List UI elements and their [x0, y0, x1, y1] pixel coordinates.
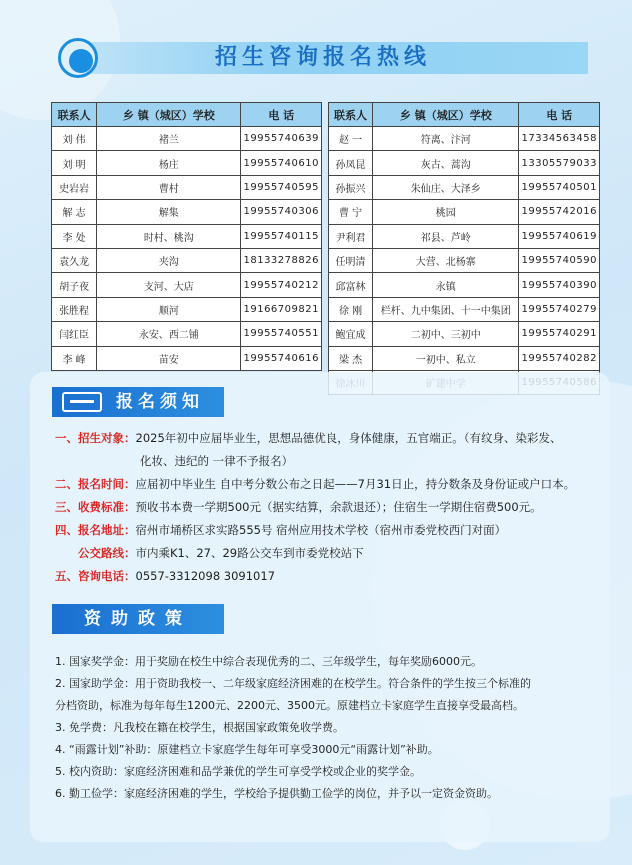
notice-label: 一、招生对象：	[55, 431, 136, 445]
school-cell: 时村、桃沟	[97, 224, 241, 248]
school-cell: 栏杆、九中集团、十一中集团	[373, 297, 519, 321]
school-cell: 苗安	[97, 346, 241, 370]
phone-cell: 19955740619	[519, 224, 600, 248]
phone-cell: 19955740291	[519, 322, 600, 346]
notice-heading-text: 报名须知	[116, 392, 204, 412]
phone-cell: 19955740551	[241, 322, 322, 346]
phone-cell: 19955740501	[519, 175, 600, 199]
school-cell: 朱仙庄、大泽乡	[373, 175, 519, 199]
notice-label: 五、咨询电话：	[55, 569, 136, 583]
contact-cell: 胡子夜	[52, 273, 97, 297]
table-row	[52, 346, 322, 370]
contact-cell: 张胜程	[52, 297, 97, 321]
school-cell: 顺河	[97, 297, 241, 321]
table-row	[329, 322, 600, 346]
phone-cell: 19955740306	[241, 200, 322, 224]
school-cell: 曹村	[97, 175, 241, 199]
phone-cell: 19955740639	[241, 127, 322, 151]
contact-cell: 孙凤昆	[329, 151, 373, 175]
policy-heading: 资助政策	[52, 604, 224, 634]
table-row	[329, 346, 600, 370]
table-row	[52, 322, 322, 346]
notice-label: 公交路线：	[78, 546, 136, 560]
contact-cell: 刘 明	[52, 151, 97, 175]
school-cell: 永安、西二铺	[97, 322, 241, 346]
phone-cell: 19955740212	[241, 273, 322, 297]
table-row	[329, 151, 600, 175]
contact-cell: 闫红臣	[52, 322, 97, 346]
contact-cell: 尹利君	[329, 224, 373, 248]
phone-cell: 13305579033	[519, 151, 600, 175]
table-row	[52, 248, 322, 272]
school-cell: 永镇	[373, 273, 519, 297]
phone-cell: 19955740616	[241, 346, 322, 370]
policy-item: 4. “雨露计划”补助：原建档立卡家庭学生每年可享受3000元“雨露计划”补助。	[55, 743, 439, 756]
contact-cell: 刘 伟	[52, 127, 97, 151]
notice-text: 应届初中毕业生 自中考分数公布之日起——7月31日止，持分数条及身份证或户口本。	[135, 477, 576, 491]
notice-text: 2025年初中应届毕业生，思想品德优良，身体健康，五官端正。（有纹身、染彩发、	[135, 431, 562, 445]
school-cell: 夹沟	[97, 248, 241, 272]
contact-cell: 梁 杰	[329, 346, 373, 370]
col-header-school: 乡 镇（城区）学校	[373, 103, 519, 127]
col-header-school: 乡 镇（城区）学校	[97, 103, 241, 127]
notice-item-target-cont	[140, 451, 293, 471]
notice-text: 预收书本费一学期500元（据实结算，余款退还）；住宿生一学期住宿费500元。	[135, 500, 542, 514]
notice-text: 化妆、违纪的 一律不予报名）	[140, 454, 294, 468]
header	[58, 38, 588, 78]
notice-item-phone	[55, 566, 275, 586]
contact-cell: 曹 宁	[329, 200, 373, 224]
school-cell: 灰古、蒿沟	[373, 151, 519, 175]
notice-text: 0557-3312098 3091017	[135, 569, 276, 583]
school-cell: 支河、大店	[97, 273, 241, 297]
school-cell: 祁县、芦岭	[373, 224, 519, 248]
page-title: 招生咨询报名热线	[214, 45, 431, 70]
school-cell: 一初中、私立	[373, 346, 519, 370]
policy-item: 1. 国家奖学金：用于奖励在校生中综合表现优秀的二、三年级学生，每年奖励6000元。	[55, 655, 482, 668]
col-header-contact: 联系人	[52, 103, 97, 127]
phone-cell: 19955740610	[241, 151, 322, 175]
notice-item-time	[55, 474, 575, 494]
policy-item: 6. 勤工俭学：家庭经济困难的学生，学校给予提供勤工俭学的岗位，并予以一定资金资助。	[55, 787, 498, 800]
contact-cell: 鲍宜成	[329, 322, 373, 346]
contact-cell: 赵 一	[329, 127, 373, 151]
notice-label: 三、收费标准：	[55, 500, 136, 514]
table-row	[52, 151, 322, 175]
table-row	[52, 273, 322, 297]
school-cell: 二初中、三初中	[373, 322, 519, 346]
phone-cell: 18133278826	[241, 248, 322, 272]
table-row	[329, 127, 600, 151]
policy-item: 3. 免学费：凡我校在籍在校学生，根据国家政策免收学费。	[55, 721, 344, 734]
policy-item: 分档资助，标准为每年每生1200元、2200元、3500元。原建档立卡家庭学生直接享受最高档。	[55, 699, 524, 712]
pointing-hand-icon	[62, 392, 102, 412]
phone-cell: 19166709821	[241, 297, 322, 321]
notice-text: 市内乘K1、27、29路公交车到市委党校站下	[135, 546, 364, 560]
contact-cell: 解 志	[52, 200, 97, 224]
school-cell: 大营、北杨寨	[373, 248, 519, 272]
notice-label: 四、报名地址：	[55, 523, 136, 537]
contact-table-left	[51, 102, 322, 371]
col-header-contact: 联系人	[329, 103, 373, 127]
table-row	[52, 297, 322, 321]
notice-item-bus	[78, 543, 364, 563]
col-header-phone: 电 话	[241, 103, 322, 127]
phone-cell: 19955740282	[519, 346, 600, 370]
contact-cell: 袁久龙	[52, 248, 97, 272]
table-row	[329, 200, 600, 224]
contact-cell: 任明清	[329, 248, 373, 272]
policy-item: 5. 校内资助：家庭经济困难和品学兼优的学生可享受学校或企业的奖学金。	[55, 765, 421, 778]
phone-cell: 19955742016	[519, 200, 600, 224]
school-cell: 杨庄	[97, 151, 241, 175]
notice-item-fee	[55, 497, 542, 517]
notice-text: 宿州市埇桥区求实路555号 宿州应用技术学校（宿州市委党校西门对面）	[135, 523, 507, 537]
table-row	[52, 175, 322, 199]
notice-heading	[52, 387, 224, 417]
phone-cell: 19955740590	[519, 248, 600, 272]
phone-cell: 17334563458	[519, 127, 600, 151]
phone-cell: 19955740115	[241, 224, 322, 248]
table-row	[329, 248, 600, 272]
table-row	[52, 224, 322, 248]
school-cell: 符离、汴河	[373, 127, 519, 151]
col-header-phone: 电 话	[519, 103, 600, 127]
table-row	[52, 127, 322, 151]
policy-item: 2. 国家助学金：用于资助我校一、二年级家庭经济困难的在校学生。符合条件的学生按三个标准的	[55, 677, 531, 690]
contact-table-right	[328, 102, 600, 395]
contact-cell: 史岩岩	[52, 175, 97, 199]
phone-cell: 19955740279	[519, 297, 600, 321]
notice-item-address	[55, 520, 506, 540]
contact-cell: 孙振兴	[329, 175, 373, 199]
phone-cell: 19955740595	[241, 175, 322, 199]
table-row	[329, 224, 600, 248]
table-row	[329, 297, 600, 321]
phone-cell: 19955740390	[519, 273, 600, 297]
contact-cell: 邱富林	[329, 273, 373, 297]
notice-item-target	[55, 428, 562, 448]
table-row	[329, 175, 600, 199]
table-row	[329, 273, 600, 297]
school-cell: 褚兰	[97, 127, 241, 151]
table-row	[52, 200, 322, 224]
contact-cell: 李 峰	[52, 346, 97, 370]
school-cell: 解集	[97, 200, 241, 224]
notice-label: 二、报名时间：	[55, 477, 136, 491]
school-cell: 桃园	[373, 200, 519, 224]
contact-cell: 李 处	[52, 224, 97, 248]
contact-cell: 徐 刚	[329, 297, 373, 321]
